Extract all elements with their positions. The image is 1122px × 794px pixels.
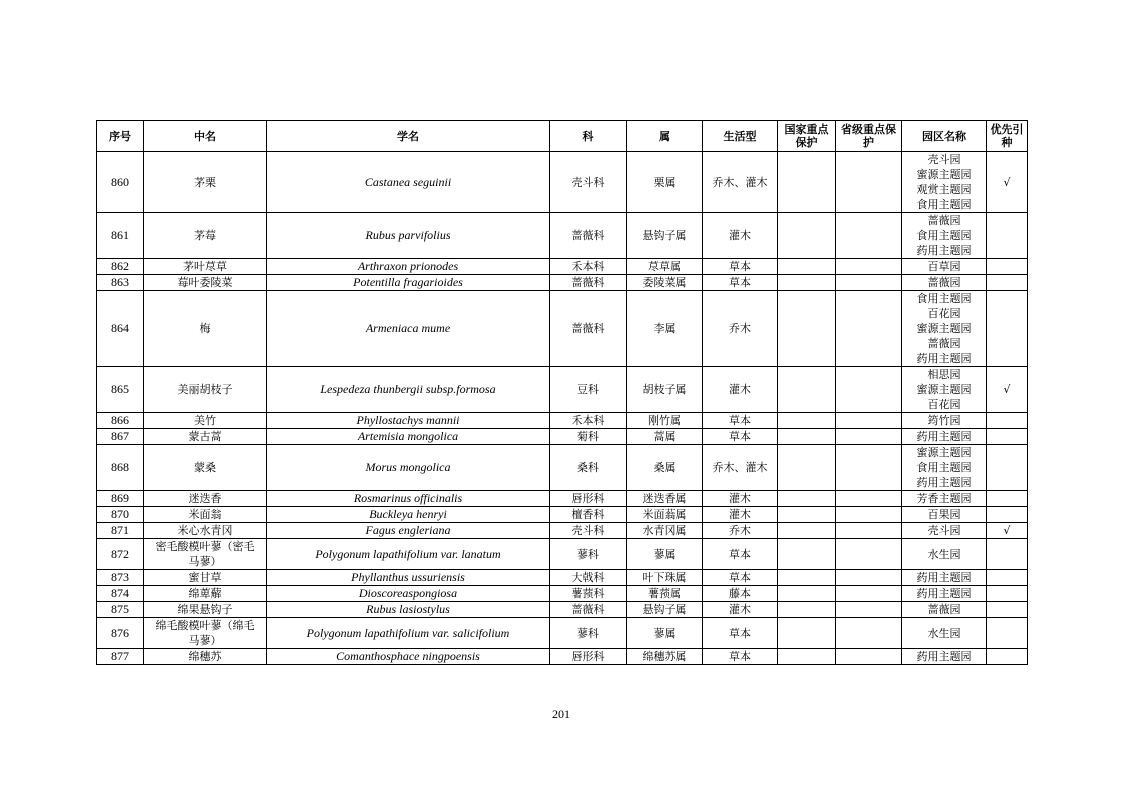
cell-genus: 蓼属 xyxy=(627,539,703,570)
cell-priority xyxy=(987,213,1028,259)
garden-name: 芳香主题园 xyxy=(916,492,972,505)
cell-garden xyxy=(902,259,987,275)
table-row xyxy=(97,618,1028,649)
cell-sci-name: Phyllostachys mannii xyxy=(267,413,550,429)
cell-national xyxy=(778,429,836,445)
cell-cn-name: 蜜甘草 xyxy=(144,570,267,586)
header-sci-name: 学名 xyxy=(267,121,550,152)
cell-genus: 薯蓣属 xyxy=(627,586,703,602)
cell-no: 870 xyxy=(97,507,144,523)
cell-priority: √ xyxy=(987,152,1028,213)
cell-garden xyxy=(902,539,987,570)
cell-life-form: 乔木 xyxy=(703,523,778,539)
cell-genus: 栗属 xyxy=(627,152,703,213)
cell-cn-name: 梅 xyxy=(144,291,267,367)
garden-name: 蔷薇园 xyxy=(927,603,961,616)
cell-life-form: 草本 xyxy=(703,570,778,586)
cell-provincial xyxy=(836,491,902,507)
cell-provincial xyxy=(836,523,902,539)
cell-priority xyxy=(987,618,1028,649)
garden-name: 药用主题园 xyxy=(916,430,972,443)
cell-family: 禾本科 xyxy=(550,259,627,275)
cell-provincial xyxy=(836,213,902,259)
garden-name: 蔷薇园 xyxy=(927,276,961,289)
cell-sci-name: Rubus lasiostylus xyxy=(267,602,550,618)
cell-genus: 胡枝子属 xyxy=(627,367,703,413)
garden-name: 药用主题园 xyxy=(916,476,972,489)
cell-sci-name: Arthraxon prionodes xyxy=(267,259,550,275)
cell-provincial xyxy=(836,570,902,586)
cell-provincial xyxy=(836,413,902,429)
cell-family: 唇形科 xyxy=(550,649,627,665)
cell-family: 壳斗科 xyxy=(550,523,627,539)
cell-priority xyxy=(987,570,1028,586)
cell-sci-name: Rosmarinus officinalis xyxy=(267,491,550,507)
cell-sci-name: Rubus parvifolius xyxy=(267,213,550,259)
header-genus: 属 xyxy=(627,121,703,152)
cell-cn-name: 米心水青冈 xyxy=(144,523,267,539)
cell-family: 蔷薇科 xyxy=(550,275,627,291)
garden-name: 水生园 xyxy=(927,626,961,640)
header-priority: 优先引种 xyxy=(987,121,1028,152)
cell-garden xyxy=(902,649,987,665)
cell-no: 864 xyxy=(97,291,144,367)
garden-name: 百果园 xyxy=(927,508,961,521)
cell-no: 875 xyxy=(97,602,144,618)
cell-garden xyxy=(902,413,987,429)
cell-life-form: 灌木 xyxy=(703,367,778,413)
cell-garden xyxy=(902,429,987,445)
cell-priority xyxy=(987,539,1028,570)
cell-national xyxy=(778,586,836,602)
cell-life-form: 草本 xyxy=(703,259,778,275)
header-life-form: 生活型 xyxy=(703,121,778,152)
table-row xyxy=(97,523,1028,539)
cell-life-form: 灌木 xyxy=(703,491,778,507)
cell-garden xyxy=(902,602,987,618)
cell-provincial xyxy=(836,152,902,213)
cell-priority xyxy=(987,649,1028,665)
cell-national xyxy=(778,291,836,367)
garden-name: 蔷薇园 xyxy=(927,337,961,350)
cell-priority: √ xyxy=(987,523,1028,539)
table-body xyxy=(97,152,1028,665)
cell-garden xyxy=(902,586,987,602)
cell-sci-name: Polygonum lapathifolium var. salicifolium xyxy=(267,618,550,649)
table-row xyxy=(97,429,1028,445)
cell-sci-name: Fagus engleriana xyxy=(267,523,550,539)
cell-no: 873 xyxy=(97,570,144,586)
garden-name: 药用主题园 xyxy=(916,650,972,663)
cell-priority xyxy=(987,586,1028,602)
cell-national xyxy=(778,649,836,665)
cell-family: 菊科 xyxy=(550,429,627,445)
cell-family: 桑科 xyxy=(550,445,627,491)
cell-no: 866 xyxy=(97,413,144,429)
cell-garden xyxy=(902,213,987,259)
garden-name: 水生园 xyxy=(927,547,961,561)
cell-sci-name: Lespedeza thunbergii subsp.formosa xyxy=(267,367,550,413)
table-header xyxy=(97,121,1028,152)
cell-national xyxy=(778,445,836,491)
table-row xyxy=(97,570,1028,586)
garden-name: 药用主题园 xyxy=(916,352,972,365)
cell-family: 豆科 xyxy=(550,367,627,413)
header-garden: 园区名称 xyxy=(902,121,987,152)
cell-garden xyxy=(902,445,987,491)
cell-cn-name: 绵果悬钩子 xyxy=(144,602,267,618)
garden-name: 食用主题园 xyxy=(916,461,972,474)
cell-provincial xyxy=(836,259,902,275)
cell-no: 860 xyxy=(97,152,144,213)
cell-family: 蔷薇科 xyxy=(550,602,627,618)
cell-garden xyxy=(902,275,987,291)
cell-family: 蓼科 xyxy=(550,539,627,570)
cell-garden xyxy=(902,291,987,367)
cell-priority xyxy=(987,413,1028,429)
cn-name-line: 密毛酸模叶蓼（密毛 xyxy=(155,540,255,553)
garden-name: 药用主题园 xyxy=(916,571,972,584)
cell-cn-name: 迷迭香 xyxy=(144,491,267,507)
cell-garden xyxy=(902,507,987,523)
cell-cn-name: 莓叶委陵菜 xyxy=(144,275,267,291)
garden-name: 食用主题园 xyxy=(916,229,972,242)
cell-national xyxy=(778,618,836,649)
cell-family: 薯蓣科 xyxy=(550,586,627,602)
table-row xyxy=(97,275,1028,291)
cell-genus: 委陵菜属 xyxy=(627,275,703,291)
cell-cn-name: 蒙桑 xyxy=(144,445,267,491)
cell-genus: 荩草属 xyxy=(627,259,703,275)
table-row xyxy=(97,413,1028,429)
cell-cn-name: 美竹 xyxy=(144,413,267,429)
garden-name: 药用主题园 xyxy=(916,587,972,600)
cell-no: 872 xyxy=(97,539,144,570)
garden-name: 蜜源主题园 xyxy=(916,446,972,459)
cell-sci-name: Potentilla fragarioides xyxy=(267,275,550,291)
table-row xyxy=(97,649,1028,665)
garden-name: 筠竹园 xyxy=(927,414,961,427)
cell-no: 868 xyxy=(97,445,144,491)
cell-cn-name: 米面翁 xyxy=(144,507,267,523)
cell-provincial xyxy=(836,586,902,602)
cell-sci-name: Buckleya henryi xyxy=(267,507,550,523)
cell-national xyxy=(778,275,836,291)
cell-life-form: 草本 xyxy=(703,429,778,445)
table-row xyxy=(97,586,1028,602)
garden-name: 相思园 xyxy=(927,368,961,381)
garden-name: 百草园 xyxy=(927,260,961,273)
cell-priority xyxy=(987,445,1028,491)
cell-family: 禾本科 xyxy=(550,413,627,429)
cell-family: 大戟科 xyxy=(550,570,627,586)
table-row xyxy=(97,602,1028,618)
cell-life-form: 乔木、灌木 xyxy=(703,445,778,491)
cell-priority xyxy=(987,275,1028,291)
header-cn-name: 中名 xyxy=(144,121,267,152)
garden-name: 食用主题园 xyxy=(916,292,972,305)
cell-cn-name: 茅莓 xyxy=(144,213,267,259)
cell-genus: 悬钩子属 xyxy=(627,602,703,618)
cell-family: 蔷薇科 xyxy=(550,213,627,259)
species-table xyxy=(96,120,1028,665)
garden-name: 壳斗园 xyxy=(927,524,961,537)
table-row xyxy=(97,259,1028,275)
cell-life-form: 藤本 xyxy=(703,586,778,602)
cell-life-form: 草本 xyxy=(703,649,778,665)
header-provincial: 省级重点保护 xyxy=(836,121,902,152)
cell-sci-name: Dioscoreaspongiosa xyxy=(267,586,550,602)
cell-garden xyxy=(902,367,987,413)
cell-cn-name xyxy=(144,539,267,570)
cell-priority xyxy=(987,429,1028,445)
cell-national xyxy=(778,413,836,429)
cell-sci-name: Armeniaca mume xyxy=(267,291,550,367)
cell-garden xyxy=(902,570,987,586)
table-row xyxy=(97,507,1028,523)
cell-provincial xyxy=(836,618,902,649)
cell-provincial xyxy=(836,602,902,618)
cell-national xyxy=(778,213,836,259)
cell-national xyxy=(778,602,836,618)
table-row xyxy=(97,152,1028,213)
cell-no: 861 xyxy=(97,213,144,259)
cell-cn-name: 茅栗 xyxy=(144,152,267,213)
cn-name-line: 绵毛酸模叶蓼（绵毛 xyxy=(155,619,255,632)
table-row xyxy=(97,491,1028,507)
cell-provincial xyxy=(836,275,902,291)
table-row xyxy=(97,367,1028,413)
cell-genus: 米面蓊属 xyxy=(627,507,703,523)
cell-garden xyxy=(902,523,987,539)
cell-genus: 蓼属 xyxy=(627,618,703,649)
page-number: 201 xyxy=(552,707,570,721)
cell-national xyxy=(778,539,836,570)
cell-cn-name: 蒙古蒿 xyxy=(144,429,267,445)
cell-life-form: 草本 xyxy=(703,275,778,291)
cell-sci-name: Artemisia mongolica xyxy=(267,429,550,445)
cell-life-form: 乔木 xyxy=(703,291,778,367)
cell-no: 863 xyxy=(97,275,144,291)
cell-garden xyxy=(902,152,987,213)
cell-priority xyxy=(987,491,1028,507)
cell-genus: 刚竹属 xyxy=(627,413,703,429)
cell-life-form: 草本 xyxy=(703,413,778,429)
cell-genus: 悬钩子属 xyxy=(627,213,703,259)
garden-name: 百花园 xyxy=(927,398,961,411)
cell-no: 871 xyxy=(97,523,144,539)
cell-genus: 水青冈属 xyxy=(627,523,703,539)
header-no: 序号 xyxy=(97,121,144,152)
cell-sci-name: Comanthosphace ningpoensis xyxy=(267,649,550,665)
cell-national xyxy=(778,523,836,539)
cell-national xyxy=(778,570,836,586)
cell-priority: √ xyxy=(987,367,1028,413)
cell-cn-name: 绵萆薢 xyxy=(144,586,267,602)
cell-life-form: 灌木 xyxy=(703,213,778,259)
cell-provincial xyxy=(836,367,902,413)
table-row xyxy=(97,539,1028,570)
cell-cn-name: 美丽胡枝子 xyxy=(144,367,267,413)
cell-priority xyxy=(987,291,1028,367)
header-family: 科 xyxy=(550,121,627,152)
garden-name: 蜜源主题园 xyxy=(916,168,972,181)
cell-sci-name: Castanea seguinii xyxy=(267,152,550,213)
cell-genus: 李属 xyxy=(627,291,703,367)
cell-national xyxy=(778,259,836,275)
cell-garden xyxy=(902,618,987,649)
cell-garden xyxy=(902,491,987,507)
cell-family: 壳斗科 xyxy=(550,152,627,213)
cell-no: 874 xyxy=(97,586,144,602)
cell-priority xyxy=(987,507,1028,523)
cn-name-line: 马蓼） xyxy=(188,555,222,568)
cell-sci-name: Polygonum lapathifolium var. lanatum xyxy=(267,539,550,570)
cell-life-form: 草本 xyxy=(703,618,778,649)
garden-name: 观赏主题园 xyxy=(916,183,972,196)
garden-name: 蜜源主题园 xyxy=(916,322,972,335)
cell-provincial xyxy=(836,445,902,491)
cell-provincial xyxy=(836,649,902,665)
cell-provincial xyxy=(836,507,902,523)
cell-life-form: 乔木、灌木 xyxy=(703,152,778,213)
table-row xyxy=(97,445,1028,491)
cell-family: 蔷薇科 xyxy=(550,291,627,367)
cell-provincial xyxy=(836,429,902,445)
cell-life-form: 草本 xyxy=(703,539,778,570)
cell-no: 877 xyxy=(97,649,144,665)
garden-name: 蔷薇园 xyxy=(927,214,961,227)
garden-name: 药用主题园 xyxy=(916,244,972,257)
cn-name-line: 马蓼） xyxy=(188,634,222,647)
cell-genus: 蒿属 xyxy=(627,429,703,445)
cell-no: 867 xyxy=(97,429,144,445)
cell-life-form: 灌木 xyxy=(703,507,778,523)
garden-name: 食用主题园 xyxy=(916,198,972,211)
cell-cn-name: 茅叶荩草 xyxy=(144,259,267,275)
cell-genus: 迷迭香属 xyxy=(627,491,703,507)
cell-national xyxy=(778,367,836,413)
cell-national xyxy=(778,491,836,507)
cell-family: 唇形科 xyxy=(550,491,627,507)
cell-national xyxy=(778,152,836,213)
cell-no: 876 xyxy=(97,618,144,649)
garden-name: 蜜源主题园 xyxy=(916,383,972,396)
cell-life-form: 灌木 xyxy=(703,602,778,618)
table-row xyxy=(97,213,1028,259)
cell-provincial xyxy=(836,291,902,367)
cell-genus: 叶下珠属 xyxy=(627,570,703,586)
cell-priority xyxy=(987,259,1028,275)
cell-priority xyxy=(987,602,1028,618)
cell-cn-name: 绵穗苏 xyxy=(144,649,267,665)
cell-no: 869 xyxy=(97,491,144,507)
table-row xyxy=(97,291,1028,367)
cell-sci-name: Phyllanthus ussuriensis xyxy=(267,570,550,586)
cell-no: 865 xyxy=(97,367,144,413)
cell-family: 蓼科 xyxy=(550,618,627,649)
cell-sci-name: Morus mongolica xyxy=(267,445,550,491)
cell-genus: 绵穗苏属 xyxy=(627,649,703,665)
cell-genus: 桑属 xyxy=(627,445,703,491)
header-national: 国家重点保护 xyxy=(778,121,836,152)
cell-family: 檀香科 xyxy=(550,507,627,523)
cell-cn-name xyxy=(144,618,267,649)
cell-no: 862 xyxy=(97,259,144,275)
cell-provincial xyxy=(836,539,902,570)
cell-national xyxy=(778,507,836,523)
garden-name: 百花园 xyxy=(927,307,961,320)
garden-name: 壳斗园 xyxy=(927,153,961,166)
